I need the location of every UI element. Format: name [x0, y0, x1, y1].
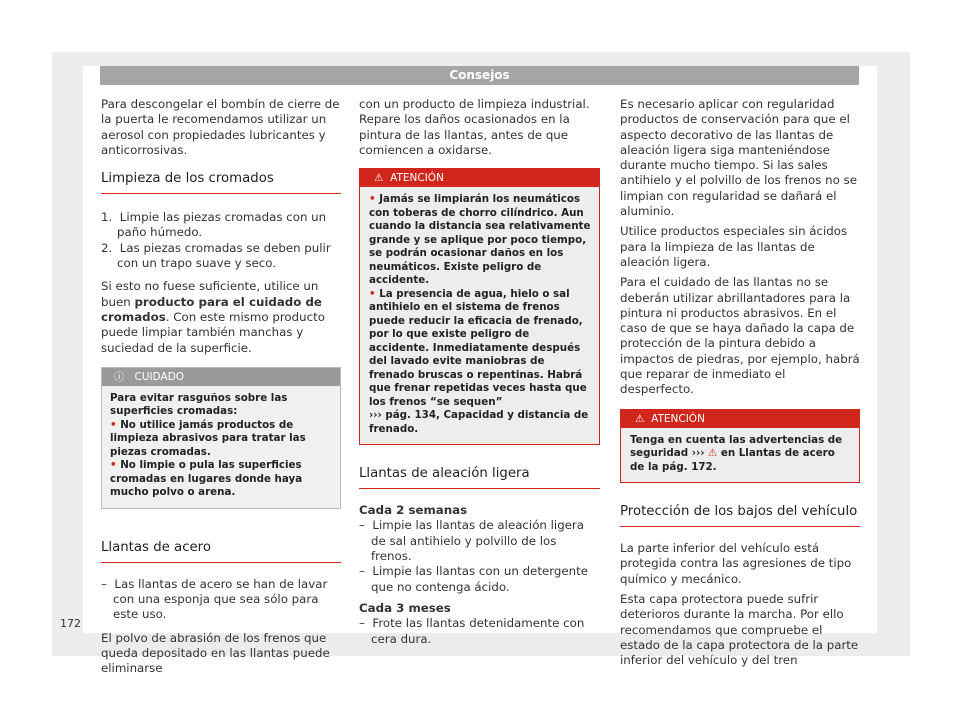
intro-paragraph: Para descongelar el bombín de cierre de la puerta le recomendamos utilizar un aerosol con propiedades lubricantes y anticorrosivas.: [101, 97, 340, 157]
alloy-list-2: [359, 616, 600, 647]
warning-triangle-icon: ⚠: [374, 172, 384, 185]
underbody-paragraph-1: La parte inferior del vehículo está protegida contra las agresiones de tipo químico y mecánico.: [620, 541, 852, 586]
subheading-2-weeks: Cada 2 semanas: [359, 503, 468, 518]
steel-paragraph: El polvo de abrasión de los frenos que queda depositado en las llantas puede eliminarse: [101, 630, 330, 676]
chrome-paragraph: Si esto no fuese suficiente, utilice un buen producto para el cuidado de cromados. Con este mismo producto puede limpiar también manchas y suciedad de la superficie.: [101, 279, 325, 355]
warning-header: ⚠ ATENCIÓN: [621, 410, 859, 428]
list-item: – Las llantas de acero se han de lavar con una esponja que sea sólo para este uso.: [101, 576, 328, 622]
warning-body: Tenga en cuenta las advertencias de seguridad ››› ⚠ en Llantas de acero de la pág. 172.: [630, 433, 843, 473]
alloy-list-1: [359, 518, 600, 594]
continued-paragraph: con un producto de limpieza industrial. Repare los daños ocasionados en la pintura de las llantas, antes de que comiencen a oxidarse.: [359, 97, 590, 157]
chrome-steps: [101, 210, 341, 271]
list-item: – Limpie las llantas de aleación ligera de sal antihielo y polvillo de los frenos.: [359, 518, 585, 564]
subheading-3-months: Cada 3 meses: [359, 600, 451, 615]
section-heading-underbody: Protección de los bajos del vehículo: [620, 503, 860, 527]
warning-box: [359, 168, 600, 445]
warning-body: • Jamás se limpiarán los neumáticos con toberas de chorro cilíndrico. Aun cuando la distancia sea relativamente grande y se aplique por poco tiempo, se podrán ocasionar daños en los neumáticos. Existe peligro de accidente. • La presencia de agua, hielo o sal antihielo en el sistema de frenos puede reducir la eficacia de frenado, por lo que existe peligro de accidente. Inmediatamente después del lavado evite maniobras de frenado bruscas o repentinas. Habrá que frenar repetidas veces hasta que los frenos “se sequen” ››› pág. 134, Capacidad y distancia de frenado.: [369, 193, 591, 435]
column-1: [101, 97, 341, 677]
polish-paragraph: Para el cuidado de las llantas no se deberán utilizar abrillantadores para la pintura ni productos abrasivos. En el caso de que se haya dañado la capa de protección de la pintura debido a impactos de piedras, por ejemplo, habrá que reparar de inmediato el desperfecto.: [620, 275, 860, 397]
warning-triangle-icon: ⚠: [635, 412, 645, 425]
steel-list: [101, 577, 341, 623]
section-heading-alloy: Llantas de aleación ligera: [359, 465, 600, 489]
step-2: 2. Las piezas cromadas se deben pulir con un trapo suave y seco.: [101, 240, 331, 271]
warning-header: ⚠ ATENCIÓN: [360, 169, 599, 187]
info-icon: ⓘ: [114, 370, 125, 383]
list-item: – Limpie las llantas con un detergente que no contenga ácido.: [359, 564, 588, 594]
underbody-paragraph-2: Esta capa protectora puede sufrir deterioros durante la marcha. Por ello recomendamos que compruebe el estado de la capa protectora de la parte inferior del vehículo y del tren: [620, 592, 859, 668]
caution-body: Para evitar rasguños sobre las superficies cromadas: • No utilice jamás productos de limpieza abrasivos para tratar las piezas cromadas. • No limpie o pula las superficies cromadas en lugares donde haya mucho polvo o arena.: [110, 391, 306, 499]
section-heading-chrome: Limpieza de los cromados: [101, 170, 341, 194]
step-1: 1. Limpie las piezas cromadas con un paño húmedo.: [101, 210, 327, 240]
page-number: 172: [60, 617, 81, 630]
column-3: [620, 97, 860, 669]
column-2: [359, 97, 600, 647]
caution-header: ⓘ CUIDADO: [102, 368, 340, 386]
section-heading-steel-wheels: Llantas de acero: [101, 539, 341, 563]
warning-triangle-icon: ⚠: [708, 447, 718, 460]
acid-free-paragraph: Utilice productos especiales sin ácidos para la limpieza de las llantas de aleación ligera.: [620, 224, 848, 269]
caution-box: [101, 367, 341, 509]
warning-box-2: [620, 409, 860, 484]
alloy-care-paragraph: Es necesario aplicar con regularidad productos de conservación para que el aspecto decorativo de las llantas de aleación ligera siga manteniéndose durante mucho tiempo. Si las sales antihielo y el polvillo de los frenos no se limpian con regularidad se dañará el aluminio.: [620, 97, 857, 219]
chapter-header: Consejos: [100, 66, 859, 85]
list-item: – Frote las llantas detenidamente con cera dura.: [359, 616, 585, 646]
